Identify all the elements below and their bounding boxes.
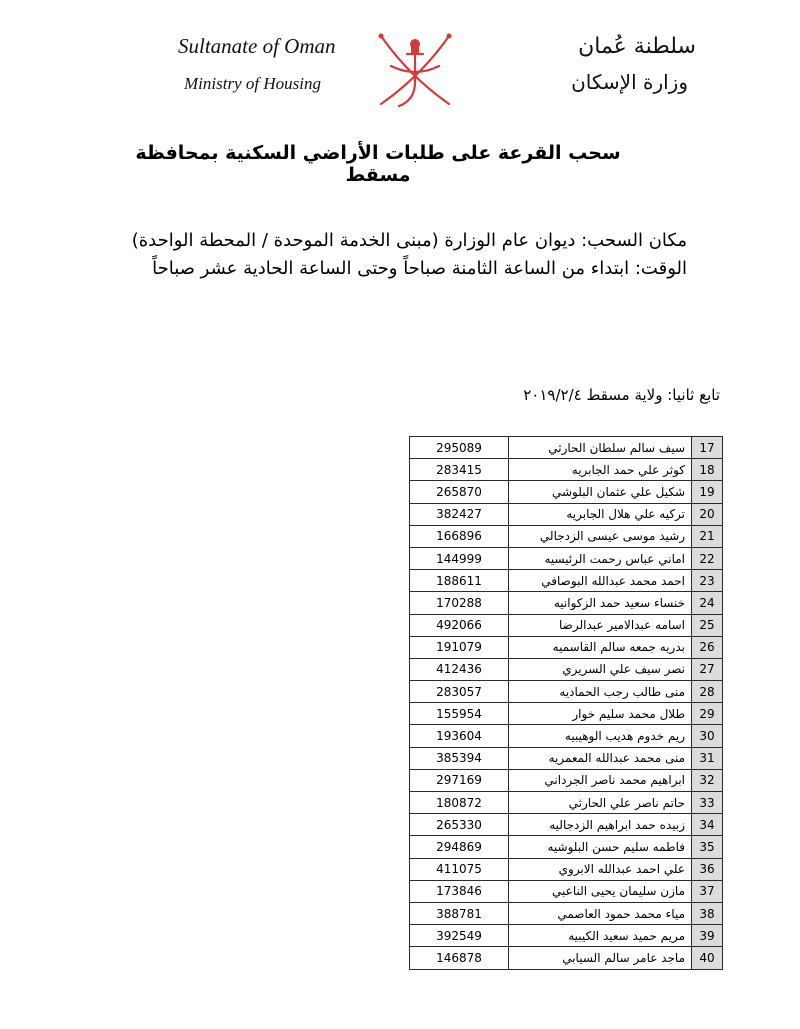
- applicant-id: 295089: [410, 437, 509, 459]
- applicant-id: 188611: [410, 570, 509, 592]
- draw-time: الوقت: ابتداء من الساعة الثامنة صباحاً وحتى الساعة الحادية عشر صباحاً: [152, 258, 687, 279]
- applicant-id: 180872: [410, 792, 509, 814]
- table-row: [410, 437, 723, 459]
- table-row: [410, 880, 723, 902]
- table-row: [410, 858, 723, 880]
- applicant-id: 392549: [410, 925, 509, 947]
- table-row: [410, 547, 723, 569]
- table-row: [410, 814, 723, 836]
- applicant-id: 411075: [410, 858, 509, 880]
- oman-national-emblem-icon: [369, 26, 461, 112]
- row-number: 35: [692, 836, 723, 858]
- applicant-id: 144999: [410, 547, 509, 569]
- row-number: 18: [692, 459, 723, 481]
- applicant-name: نصر سيف علي السريري: [509, 658, 692, 680]
- applicant-name: منى طالب رجب الحماديه: [509, 681, 692, 703]
- table-row: [410, 592, 723, 614]
- table-row: [410, 925, 723, 947]
- applicant-id: 193604: [410, 725, 509, 747]
- applicant-id: 385394: [410, 747, 509, 769]
- row-number: 28: [692, 681, 723, 703]
- applicant-id: 265870: [410, 481, 509, 503]
- applicant-name: مازن سليمان يحيى الناعبي: [509, 880, 692, 902]
- applicant-id: 173846: [410, 880, 509, 902]
- table-row: [410, 747, 723, 769]
- table-row: [410, 570, 723, 592]
- applicant-name: زبيده حمد ابراهيم الزدجاليه: [509, 814, 692, 836]
- table-row: [410, 725, 723, 747]
- applicant-name: بدريه جمعه سالم القاسميه: [509, 636, 692, 658]
- table-row: [410, 836, 723, 858]
- applicant-name: تركيه علي هلال الجابريه: [509, 503, 692, 525]
- applicant-name: مريم حميد سعيد الكيبيه: [509, 925, 692, 947]
- applicant-name: اماني عباس رحمت الرئيسيه: [509, 547, 692, 569]
- table-row: [410, 525, 723, 547]
- applicant-id: 382427: [410, 503, 509, 525]
- table-row: [410, 769, 723, 791]
- letterhead-country-ar: سلطنة عُمان: [578, 34, 696, 59]
- row-number: 30: [692, 725, 723, 747]
- applicant-id: 191079: [410, 636, 509, 658]
- applicant-id: 283415: [410, 459, 509, 481]
- applicant-name: علي احمد عبدالله الابروي: [509, 858, 692, 880]
- applicant-id: 492066: [410, 614, 509, 636]
- row-number: 21: [692, 525, 723, 547]
- section-heading: تابع ثانيا: ولاية مسقط ٢٠١٩/٢/٤: [523, 386, 720, 404]
- letterhead-ministry-ar: وزارة الإسكان: [571, 70, 688, 94]
- applicant-id: 297169: [410, 769, 509, 791]
- row-number: 22: [692, 547, 723, 569]
- table-row: [410, 636, 723, 658]
- table-row: [410, 503, 723, 525]
- applicant-name: خنساء سعيد حمد الزكوانيه: [509, 592, 692, 614]
- table-row: [410, 681, 723, 703]
- applicant-id: 146878: [410, 947, 509, 969]
- document-title: سحب القرعة على طلبات الأراضي السكنية بمحافظة مسقط: [135, 142, 621, 186]
- applicant-name: حاتم ناصر علي الحارثي: [509, 792, 692, 814]
- applicant-name: منى محمد عبدالله المعمريه: [509, 747, 692, 769]
- applicant-name: رشيد موسى عيسى الزدجالي: [509, 525, 692, 547]
- table-row: [410, 658, 723, 680]
- applicant-name: ماجد عامر سالم السيابي: [509, 947, 692, 969]
- results-table: [409, 436, 723, 970]
- row-number: 33: [692, 792, 723, 814]
- table-row: [410, 792, 723, 814]
- applicant-id: 412436: [410, 658, 509, 680]
- applicant-name: اسامه عبدالامير عبدالرضا: [509, 614, 692, 636]
- row-number: 20: [692, 503, 723, 525]
- letterhead-country-en: Sultanate of Oman: [178, 34, 336, 58]
- table-row: [410, 703, 723, 725]
- table-row: [410, 902, 723, 924]
- letterhead-ministry-en: Ministry of Housing: [184, 74, 321, 93]
- row-number: 25: [692, 614, 723, 636]
- row-number: 38: [692, 902, 723, 924]
- applicant-id: 283057: [410, 681, 509, 703]
- applicant-name: فاطمه سليم حسن البلوشيه: [509, 836, 692, 858]
- row-number: 40: [692, 947, 723, 969]
- row-number: 31: [692, 747, 723, 769]
- row-number: 24: [692, 592, 723, 614]
- row-number: 17: [692, 437, 723, 459]
- row-number: 37: [692, 880, 723, 902]
- applicant-name: ريم خدوم هديب الوهيبيه: [509, 725, 692, 747]
- applicant-name: شكيل علي عثمان البلوشي: [509, 481, 692, 503]
- row-number: 27: [692, 658, 723, 680]
- applicant-id: 166896: [410, 525, 509, 547]
- table-row: [410, 614, 723, 636]
- row-number: 34: [692, 814, 723, 836]
- row-number: 29: [692, 703, 723, 725]
- applicant-name: كوثر علي حمد الجابريه: [509, 459, 692, 481]
- row-number: 19: [692, 481, 723, 503]
- applicant-id: 294869: [410, 836, 509, 858]
- row-number: 26: [692, 636, 723, 658]
- row-number: 39: [692, 925, 723, 947]
- row-number: 36: [692, 858, 723, 880]
- applicant-name: احمد محمد عبدالله البوصافي: [509, 570, 692, 592]
- applicant-id: 388781: [410, 902, 509, 924]
- applicant-id: 170288: [410, 592, 509, 614]
- draw-location: مكان السحب: ديوان عام الوزارة (مبنى الخدمة الموحدة / المحطة الواحدة): [131, 230, 687, 251]
- table-row: [410, 947, 723, 969]
- row-number: 23: [692, 570, 723, 592]
- applicant-id: 265330: [410, 814, 509, 836]
- applicant-id: 155954: [410, 703, 509, 725]
- table-row: [410, 481, 723, 503]
- applicant-name: مياء محمد حمود العاصمي: [509, 902, 692, 924]
- table-row: [410, 459, 723, 481]
- applicant-name: سيف سالم سلطان الحارثي: [509, 437, 692, 459]
- applicant-name: ابراهيم محمد ناصر الجرداني: [509, 769, 692, 791]
- applicant-name: طلال محمد سليم خوار: [509, 703, 692, 725]
- row-number: 32: [692, 769, 723, 791]
